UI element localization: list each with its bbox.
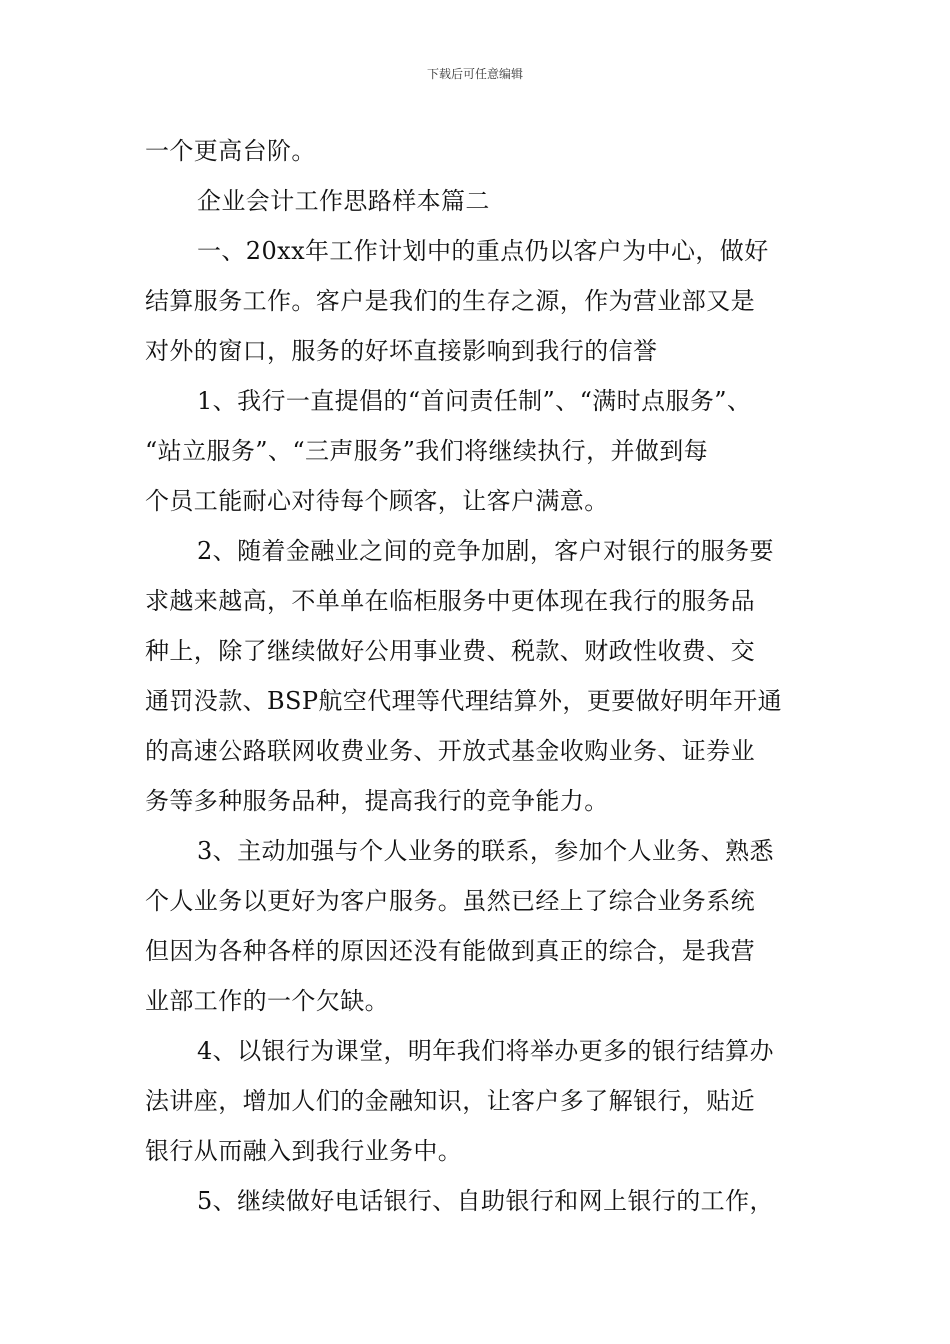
text-line: 4、以银行为课堂，明年我们将举办更多的银行结算办 bbox=[197, 1037, 774, 1065]
text-line: 求越来越高，不单单在临柜服务中更体现在我行的服务品 bbox=[145, 587, 755, 615]
text-line: 通罚没款、BSP航空代理等代理结算外，更要做好明年开通 bbox=[145, 687, 783, 715]
text-line: 结算服务工作。客户是我们的生存之源，作为营业部又是 bbox=[145, 287, 755, 315]
text-line: 1、我行一直提倡的“首问责任制”、“满时点服务”、 bbox=[197, 387, 752, 415]
page-header: 下载后可任意编辑 bbox=[426, 67, 523, 81]
text-line: 3、主动加强与个人业务的联系，参加个人业务、熟悉 bbox=[197, 837, 774, 865]
text-line: 一个更高台阶。 bbox=[145, 137, 316, 165]
document-body bbox=[145, 126, 805, 1226]
text-line: 5、继续做好电话银行、自助银行和网上银行的工作， bbox=[197, 1187, 774, 1215]
text-line: 银行从而融入到我行业务中。 bbox=[145, 1137, 463, 1165]
section-title: 企业会计工作思路样本篇二 bbox=[197, 187, 490, 215]
text-line: 个人业务以更好为客户服务。虽然已经上了综合业务系统 bbox=[145, 887, 755, 915]
text-line: 法讲座，增加人们的金融知识，让客户多了解银行，贴近 bbox=[145, 1087, 755, 1115]
text-line: 但因为各种各样的原因还没有能做到真正的综合，是我营 bbox=[145, 937, 755, 965]
text-line: 对外的窗口，服务的好坏直接影响到我行的信誉 bbox=[145, 337, 658, 365]
text-line: “站立服务”、“三声服务”我们将继续执行，并做到每 bbox=[145, 437, 709, 465]
text-line: 个员工能耐心对待每个顾客，让客户满意。 bbox=[145, 487, 609, 515]
text-line: 一、20xx年工作计划中的重点仍以客户为中心，做好 bbox=[197, 237, 769, 265]
text-line: 2、随着金融业之间的竞争加剧，客户对银行的服务要 bbox=[197, 537, 774, 565]
text-line: 务等多种服务品种，提高我行的竞争能力。 bbox=[145, 787, 609, 815]
text-line: 的高速公路联网收费业务、开放式基金收购业务、证券业 bbox=[145, 737, 755, 765]
text-line: 种上，除了继续做好公用事业费、税款、财政性收费、交 bbox=[145, 637, 755, 665]
text-line: 业部工作的一个欠缺。 bbox=[145, 987, 389, 1015]
